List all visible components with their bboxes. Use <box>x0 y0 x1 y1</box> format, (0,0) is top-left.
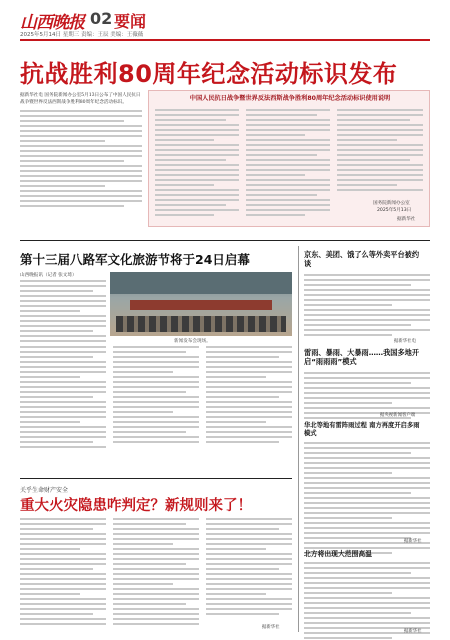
photo-table <box>130 300 272 310</box>
press-conference-photo <box>110 272 292 336</box>
fire-headline: 重大火灾隐患咋判定？新规则来了！ <box>20 498 252 514</box>
fire-col-3 <box>206 518 292 618</box>
masthead <box>20 8 430 40</box>
box-title: 中国人民抗日战争暨世界反法西斯战争胜利80周年纪念活动标识使用说明 <box>189 95 391 102</box>
main-headline: 抗战胜利80周年纪念活动标识发布 <box>20 60 398 88</box>
box-source: 国务院新闻办公室 <box>373 201 410 206</box>
lead-body-text <box>20 110 142 207</box>
page-number: 02 <box>90 9 113 28</box>
rain-headline: 雷雨、暴雨、大暴雨……我国多地开启“雨雨雨”模式 <box>304 348 420 366</box>
divider-2 <box>20 478 292 479</box>
fire-col-2 <box>113 518 199 628</box>
section-name: 要闻 <box>114 12 147 31</box>
heat-headline: 北方将出现大范围高温 <box>304 550 372 558</box>
box-col-2 <box>246 109 330 219</box>
photo-backdrop <box>110 272 292 294</box>
box-credit: 据新华社 <box>397 217 416 222</box>
masthead-rule <box>20 39 430 41</box>
delivery-body <box>304 274 430 339</box>
masthead-meta: 2025年5月14日 星期三 责编：王辰 美编：王薇薇 <box>20 32 144 38</box>
box-col-1 <box>155 109 239 219</box>
box-col-3 <box>337 109 423 194</box>
emblem-explanation-box <box>148 90 430 227</box>
festival-col-1 <box>20 280 106 345</box>
column-divider <box>298 246 299 632</box>
divider-1 <box>20 240 430 241</box>
heat-credit: 据新华社 <box>404 629 422 634</box>
fire-credit: 据新华社 <box>262 625 280 630</box>
delivery-credit: 据新华社电 <box>394 339 416 344</box>
rain-credit: 据央视新闻客户端 <box>380 413 416 418</box>
north-china-credit: 据新华社 <box>404 539 422 544</box>
festival-byline: 山西晚报讯（记者 张文琦） <box>20 273 77 278</box>
box-date: 2025年5月13日 <box>377 208 412 213</box>
lead-article <box>20 92 142 210</box>
right-column <box>304 250 430 635</box>
festival-col-a <box>20 346 106 451</box>
festival-headline: 第十三届八路军文化旅游节将于24日启幕 <box>20 252 250 267</box>
fire-col-1 <box>20 518 106 628</box>
festival-col-b <box>113 346 199 446</box>
photo-audience <box>116 316 286 332</box>
lead-paragraph: 据新华社电 国务院新闻办公室5月13日公布了中国人民抗日战争暨世界反法西斯战争胜利80周年纪念活动标识。 <box>20 93 141 106</box>
photo-caption: 新闻发布会现场。 <box>174 339 211 344</box>
festival-col-c <box>206 346 292 446</box>
north-china-headline: 华北等地有雷阵雨过程 南方再度开启多雨模式 <box>304 422 420 437</box>
newspaper-logo: 山西晚报 <box>20 13 84 33</box>
fire-kicker: 关乎生命财产安全 <box>20 487 69 494</box>
delivery-headline: 京东、美团、饿了么等外卖平台被约谈 <box>304 250 420 268</box>
